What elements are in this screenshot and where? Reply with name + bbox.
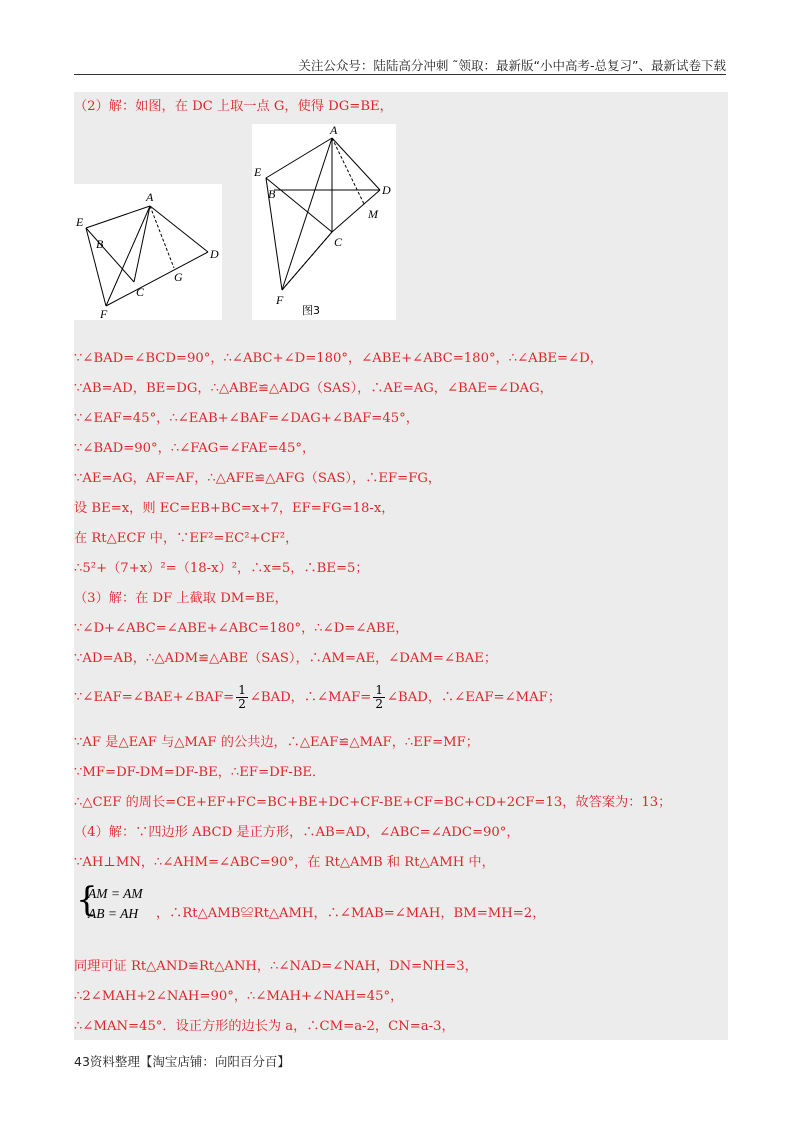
fig1-label-c: C: [136, 285, 145, 299]
figure-quadrilateral-g: [74, 184, 222, 320]
part3-intro: （3）解：在 DF 上截取 DM=BE，: [74, 591, 288, 606]
fig2-label-f: F: [276, 293, 284, 307]
fig2-label-a: A: [330, 124, 338, 137]
line-2-7: 在 Rt△ECF 中，∵EF²=EC²+CF²，: [74, 531, 299, 546]
line-2-4: ∵∠BAD=90°，∴∠FAG=∠FAE=45°，: [74, 441, 316, 456]
line-3-3: [74, 684, 561, 712]
fraction-denominator: 2: [238, 697, 246, 711]
fig1-label-f: F: [100, 307, 108, 320]
line-2-3: ∵∠EAF=45°，∴∠EAB+∠BAF=∠DAG+∠BAF=45°，: [74, 411, 419, 426]
fraction-half-1: [236, 684, 248, 711]
line-4-1: ∵AH⊥MN，∴∠AHM=∠ABC=90°，在 Rt△AMB 和 Rt△AMH 中，: [74, 855, 495, 870]
part2-intro: （2）解：如图，在 DC 上取一点 G，使得 DG=BE，: [74, 99, 393, 114]
part4-intro: （4）解：∵四边形 ABCD 是正方形，∴AB=AD，∠ABC=∠ADC=90°，: [74, 825, 520, 840]
line-2-5: ∵AE=AG，AF=AF，∴△AFE≌△AFG（SAS），∴EF=FG，: [74, 471, 442, 486]
line-3-6: ∴△CEF 的周长=CE+EF+FC=BC+BE+DC+CF-BE+CF=BC+CD+2CF=13，故答案为：13；: [74, 795, 672, 810]
fig2-label-m: M: [368, 207, 378, 221]
footer-source: 资料整理【淘宝店铺：向阳百分百】: [89, 1054, 290, 1069]
fraction-numerator: 1: [375, 683, 383, 697]
fig1-label-g: G: [174, 270, 183, 284]
fraction-numerator: 1: [238, 683, 246, 697]
line-4-5: ∴∠MAN=45°．设正方形的边长为 a，∴CM=a-2，CN=a-3，: [74, 1019, 455, 1034]
page-header: 关注公众号：陆陆高分冲刺 ˜领取：最新版“小中高考-总复习”、最新试卷下载: [298, 58, 726, 73]
figure-2-svg: [252, 124, 396, 320]
line-3-4: ∵AF 是△EAF 与△MAF 的公共边，∴△EAF≌△MAF，∴EF=MF；: [74, 735, 479, 750]
figure-1-svg: [74, 184, 222, 320]
fig2-label-b: B: [268, 187, 276, 201]
fraction-half-2: [373, 684, 385, 711]
fig1-label-d: D: [210, 247, 219, 261]
system-row-2: AB = AH: [88, 906, 139, 921]
fig2-label-e: E: [254, 165, 262, 179]
fraction-denominator: 2: [375, 697, 383, 711]
solution-content: [74, 92, 728, 1040]
line-3-3-b: ∠BAD，∴∠MAF=: [249, 690, 372, 705]
line-4-4: ∴2∠MAH+2∠NAH=90°，∴∠MAH+∠NAH=45°，: [74, 989, 404, 1004]
line-3-3-c: ∠BAD，∴∠EAF=∠MAF；: [386, 690, 562, 705]
system-brace: {: [76, 880, 98, 920]
line-3-1: ∵∠D+∠ABC=∠ABE+∠ABC=180°，∴∠D=∠ABE，: [74, 621, 409, 636]
line-2-2: ∵AB=AD，BE=DG，∴△ABE≌△ADG（SAS），∴AE=AG，∠BAE=∠DAG，: [74, 381, 553, 396]
line-4-3: 同理可证 Rt△AND≌Rt△ANH，∴∠NAD=∠NAH，DN=NH=3，: [74, 959, 478, 974]
fig2-label-c: C: [334, 235, 343, 249]
header-divider: [74, 74, 726, 75]
line-3-3-a: ∵∠EAF=∠BAE+∠BAF=: [74, 690, 235, 705]
fig1-label-b: B: [96, 237, 104, 251]
fig2-label-d: D: [382, 183, 391, 197]
page-footer: [74, 1052, 290, 1070]
line-3-5: ∵MF=DF-DM=DF-BE，∴EF=DF-BE．: [74, 765, 326, 780]
system-row-1: AM = AM: [88, 886, 143, 901]
line-2-1: ∵∠BAD=∠BCD=90°，∴∠ABC+∠D=180°，∠ABE+∠ABC=180°，∴∠ABE=∠D，: [74, 351, 603, 366]
line-2-8: ∴5²+（7+x）²=（18-x）²，∴x=5，∴BE=5；: [74, 561, 369, 576]
fig2-caption: 图3: [302, 304, 320, 317]
figure-3: [252, 124, 396, 320]
page-number: 43: [74, 1054, 90, 1069]
line-2-6: 设 BE=x，则 EC=EB+BC=x+7，EF=FG=18-x，: [74, 501, 395, 516]
line-3-2: ∵AD=AB，∴△ADM≌△ABE（SAS），∴AM=AE，∠DAM=∠BAE；: [74, 651, 498, 666]
line-4-2: ，∴Rt△AMB≌Rt△AMH，∴∠MAB=∠MAH，BM=MH=2，: [156, 906, 546, 921]
fig1-label-e: E: [76, 215, 84, 229]
fig1-label-a: A: [146, 190, 154, 204]
